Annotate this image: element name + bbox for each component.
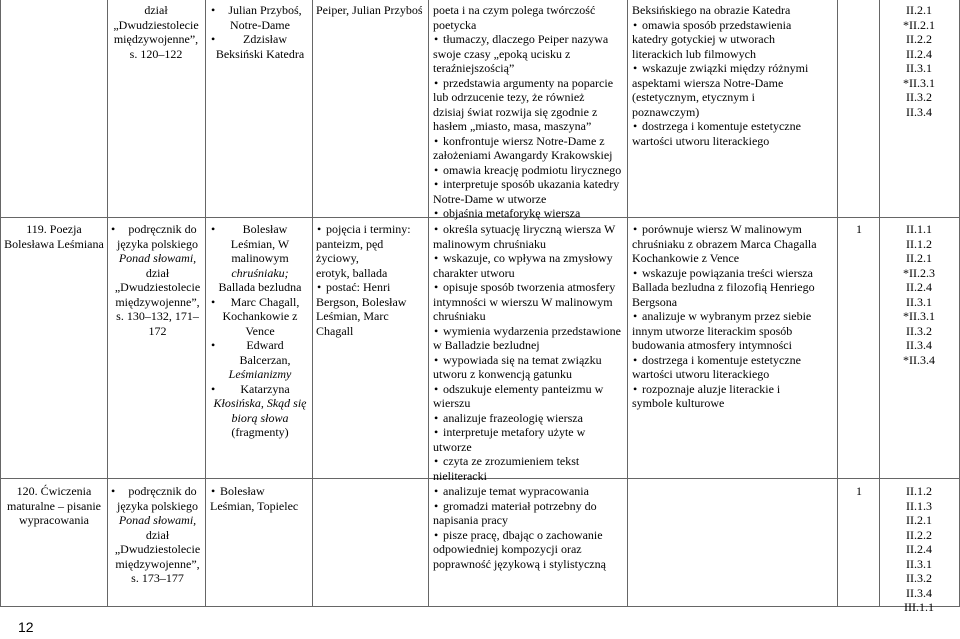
requirement-code: II.2.2 [906, 32, 932, 46]
list-item: Ballada bezludna z filozofią Henriego [632, 280, 815, 294]
list-item: teraźniejszością” [433, 61, 515, 75]
list-item: katedry gotyckiej w utworach [632, 32, 775, 46]
row-2-lesson [2, 484, 106, 528]
goals-list [433, 222, 627, 483]
materials-line: międzywojenne”, [113, 32, 199, 46]
list-item: • Zdzisław [210, 32, 310, 47]
requirement-code: II.2.1 [906, 251, 932, 265]
row-0-concepts [316, 3, 428, 18]
list-item: • podręcznik do [110, 484, 205, 499]
hours-count: 1 [856, 222, 862, 236]
list-item: • określa sytuację liryczną wiersza W [433, 222, 627, 237]
list-item: • tłumaczy, dlaczego Peiper nazywa [433, 32, 627, 47]
materials-line: s. 120–122 [129, 46, 183, 61]
requirement-code: II.1.2 [906, 484, 932, 498]
texts-list [210, 484, 310, 513]
list-item: • interpretuje sposób ukazania katedry [433, 177, 627, 192]
list-item: poeta i na czym polega twórczość [433, 3, 596, 17]
concepts-line: Peiper, Julian Przyboś [316, 3, 423, 17]
list-item: s. 173–177 [131, 571, 184, 585]
list-item: malinowym chruśniaku [433, 236, 546, 251]
row-0-requirements [879, 3, 959, 119]
table-border [0, 0, 1, 607]
list-item: • Bolesław [210, 484, 310, 499]
list-item: języka polskiego [117, 236, 198, 251]
list-item: wartości utworu literackiego [632, 133, 770, 148]
list-item: • dostrzega i komentuje estetyczne [632, 119, 837, 134]
requirement-code: II.3.1 [906, 61, 932, 75]
requirement-code: III.1.1 [904, 600, 934, 614]
list-item: „Dwudziestolecie [114, 280, 201, 294]
list-item: napisania pracy [433, 513, 508, 527]
requirement-code: II.3.2 [906, 571, 932, 585]
requirement-code: *II.3.4 [903, 352, 935, 367]
row-1-hours [841, 222, 877, 237]
list-item: symbole kulturowe [632, 396, 725, 410]
list-item: • wskazuje związki między różnymi [632, 61, 837, 76]
row-1-requirements [879, 222, 959, 367]
goals-list [433, 3, 627, 221]
page-number: 12 [18, 619, 34, 635]
column-divider [428, 0, 429, 607]
list-item: Leśmian, Marc Chagall [316, 309, 389, 338]
list-item: literackich lub filmowych [632, 46, 756, 61]
list-item: dzisiaj świat rozwija się zgodnie z [433, 104, 598, 119]
requirement-code: II.2.2 [906, 527, 932, 542]
list-item: Leśmianizmy [228, 367, 292, 381]
list-item: biorą słowa [231, 410, 289, 425]
list-item: • omawia sposób przedstawienia [632, 18, 837, 33]
requirement-code: II.1.2 [906, 236, 932, 251]
list-item: nieliteracki [433, 468, 487, 483]
list-item: • Katarzyna [210, 382, 310, 397]
list-item: • pisze pracę, dbając o zachowanie [433, 528, 627, 543]
list-item: • Bolesław [210, 222, 310, 237]
list-item: • przedstawia argumenty na poparcie [433, 76, 627, 91]
requirement-code: II.3.2 [906, 323, 932, 338]
list-item: poznawczym) [632, 104, 700, 119]
row-2-hours [841, 484, 877, 499]
list-item: swoje czasy „epoką ucisku z [433, 46, 571, 61]
materials-line: dział [144, 3, 168, 17]
column-divider [627, 0, 628, 607]
row-1-extended [632, 222, 837, 411]
materials-line: „Dwudziestolecie [113, 17, 199, 32]
list-item: charakter utworu [433, 265, 515, 280]
requirement-code: II.2.1 [906, 513, 932, 527]
list-item: • dostrzega i komentuje estetyczne [632, 353, 837, 368]
list-item: • analizuje w wybranym przez siebie [632, 309, 837, 324]
requirement-code: *II.2.3 [903, 265, 935, 280]
list-item: • wypowiada się na temat związku [433, 353, 627, 368]
row-2-texts [210, 484, 310, 513]
list-item: międzywojenne”, [115, 294, 200, 309]
column-divider [312, 0, 313, 607]
requirement-code: *II.3.1 [903, 309, 935, 323]
list-item: • rozpoznaje aluzje literackie i [632, 382, 837, 397]
list-item: Notre-Dame [230, 17, 290, 32]
list-item: budowania atmosfery intymności [632, 338, 792, 352]
column-divider [205, 0, 206, 607]
list-item: panteizm, pęd życiowy, [316, 236, 384, 265]
list-item: • podręcznik do [110, 222, 205, 237]
list-item: Beksiński Katedra [215, 46, 305, 61]
row-0-extended [632, 3, 837, 148]
list-item: utworze [433, 439, 472, 454]
extended-goals-list [632, 222, 837, 411]
list-item: Kochankowie z Vence [632, 251, 740, 265]
list-item: wartości utworu literackiego [632, 367, 770, 381]
row-0-materials [107, 3, 205, 61]
list-item: Notre-Dame w utworze [433, 191, 547, 206]
list-item: intymności w wierszu W malinowym [433, 294, 613, 309]
lesson-title: 120. Ćwiczenia maturalne – pisanie wypracowania [7, 484, 101, 527]
list-item: • odszukuje elementy panteizmu w [433, 382, 627, 397]
list-item: • objaśnia metaforykę wiersza [433, 206, 627, 221]
list-item: poetycka [433, 17, 477, 32]
requirement-code: II.1.3 [906, 498, 932, 513]
list-item: Ponad słowami, [118, 513, 197, 527]
materials-list [107, 3, 205, 61]
list-item: Bergson, Bolesław [316, 294, 407, 309]
row-0-texts [210, 3, 310, 61]
list-item: erotyk, ballada [316, 265, 388, 280]
list-item: • Edward Balcerzan, [210, 338, 310, 367]
list-item: • omawia kreację podmiotu lirycznego [433, 163, 627, 178]
hours-count: 1 [856, 484, 862, 498]
table-border [0, 606, 960, 607]
list-item: Kłosińska, Skąd się [213, 396, 307, 410]
list-item: dział [145, 265, 170, 280]
list-item: • Julian Przyboś, [210, 3, 310, 18]
requirements-list [879, 484, 959, 615]
list-item: • wymienia wydarzenia przedstawione [433, 324, 627, 339]
requirement-code: II.1.1 [906, 222, 932, 236]
concepts-list [316, 222, 428, 338]
list-item: chruśniaku [433, 309, 486, 323]
list-item: • analizuje frazeologię wiersza [433, 411, 627, 426]
requirement-code: *II.3.1 [903, 75, 935, 90]
list-item: Vence [245, 323, 275, 338]
list-item: • czyta ze zrozumieniem tekst [433, 454, 627, 469]
list-item: Leśmian, W [230, 236, 290, 251]
list-item: • interpretuje metafory użyte w [433, 425, 627, 440]
row-1-lesson [2, 222, 106, 251]
list-item: w Balladzie bezludnej [433, 338, 540, 352]
extended-goals-list [632, 3, 837, 148]
list-item: (fragmenty) [231, 425, 289, 439]
list-item: Ballada bezludna [218, 280, 302, 294]
row-0-goals [433, 3, 627, 221]
row-1-materials [110, 222, 205, 338]
requirement-code: II.3.4 [906, 104, 932, 119]
list-item: chruśniaku z obrazem Marca Chagalla [632, 236, 817, 251]
list-item: Beksińskiego na obrazie Katedra [632, 3, 791, 17]
list-item: utworu z konwencją gatunku [433, 367, 572, 381]
list-item: poprawność językową i stylistyczną [433, 556, 606, 571]
list-item: hasłem „miasto, masa, maszyna” [433, 119, 592, 133]
requirement-code: II.3.4 [906, 585, 932, 600]
materials-list [110, 222, 205, 338]
list-item: • postać: Henri [316, 280, 428, 295]
list-item: • analizuje temat wypracowania [433, 484, 627, 499]
list-item: Ponad słowami, [118, 251, 197, 265]
list-item: dział [145, 527, 170, 542]
row-1-goals [433, 222, 627, 483]
row-2-materials [110, 484, 205, 586]
list-item: • opisuje sposób tworzenia atmosfery [433, 280, 627, 295]
list-item: Kochankowie z [222, 309, 298, 323]
list-item: Bergsona [632, 294, 678, 309]
list-item: międzywojenne”, [115, 556, 200, 571]
requirement-code: *II.2.1 [903, 17, 935, 32]
list-item: odpowiedniej kompozycji oraz [433, 542, 582, 556]
list-item: 172 [148, 323, 167, 338]
requirement-code: II.3.4 [906, 338, 932, 352]
goals-list [433, 484, 627, 571]
list-item: • pojęcia i terminy: [316, 222, 428, 237]
list-item: chruśniaku; [231, 265, 289, 280]
row-1-texts [210, 222, 310, 440]
list-item: aspektami wiersza Notre-Dame [632, 75, 784, 90]
texts-list [210, 3, 310, 61]
row-1-concepts [316, 222, 428, 338]
list-item: języka polskiego [117, 498, 198, 513]
lesson-title: 119. Poezja Bolesława Leśmiana [4, 222, 104, 251]
requirement-code: II.2.4 [906, 542, 932, 556]
list-item: „Dwudziestolecie [114, 542, 201, 556]
list-item: • wskazuje powiązania treści wiersza [632, 266, 837, 281]
row-2-requirements [879, 484, 959, 615]
list-item: • gromadzi materiał potrzebny do [433, 499, 627, 514]
texts-list [210, 222, 310, 440]
list-item: • wskazuje, co wpływa na zmysłowy [433, 251, 627, 266]
list-item: (estetycznym, etycznym i [632, 90, 755, 104]
list-item: innym utworze literackim sposób [632, 323, 793, 338]
requirement-code: II.3.1 [906, 556, 932, 571]
requirements-list [879, 3, 959, 119]
column-divider [107, 0, 108, 607]
list-item: Leśmian, Topielec [210, 498, 299, 513]
column-divider [837, 0, 838, 607]
requirement-code: II.2.1 [906, 3, 932, 17]
requirements-list [879, 222, 959, 367]
list-item: • porównuje wiersz W malinowym [632, 222, 837, 237]
list-item: założeniami Awangardy Krakowskiej [433, 148, 613, 162]
requirement-code: II.2.4 [906, 46, 932, 61]
materials-list [110, 484, 205, 586]
list-item: wierszu [433, 396, 471, 410]
requirement-code: II.2.4 [906, 280, 932, 294]
list-item: s. 130–132, 171– [116, 309, 199, 323]
list-item: • Marc Chagall, [210, 295, 310, 310]
requirement-code: II.3.1 [906, 294, 932, 309]
list-item: lub odrzucenie tezy, że również [433, 90, 585, 104]
list-item: malinowym [231, 251, 289, 265]
list-item: • konfrontuje wiersz Notre-Dame z [433, 134, 627, 149]
row-2-goals [433, 484, 627, 571]
requirement-code: II.3.2 [906, 90, 932, 104]
